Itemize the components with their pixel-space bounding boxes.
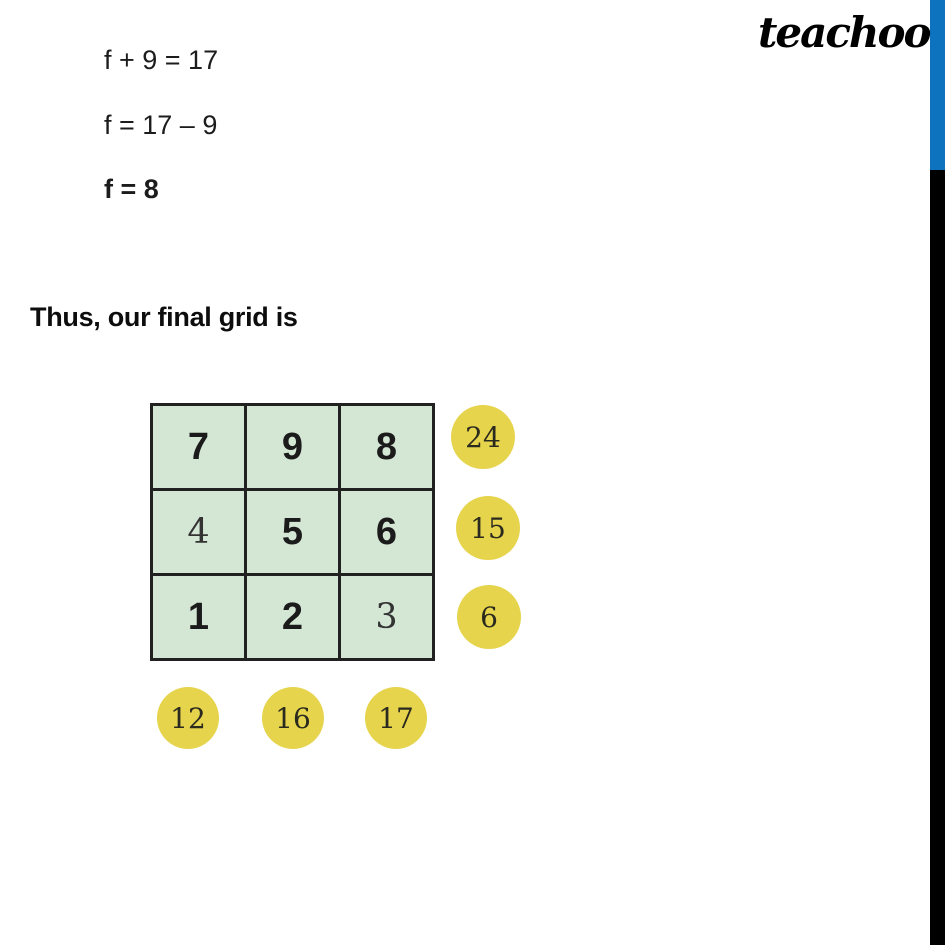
grid-cell-1-1: 5 bbox=[247, 491, 338, 573]
row-sum-circle-3: 6 bbox=[457, 585, 521, 649]
final-grid-heading: Thus, our final grid is bbox=[30, 302, 298, 332]
grid-cell-0-2: 8 bbox=[341, 406, 432, 488]
column-sum-circle-1: 12 bbox=[157, 687, 219, 749]
grid-cell-1-0: 4 bbox=[153, 491, 244, 573]
grid-cell-0-1: 9 bbox=[247, 406, 338, 488]
grid-cell-2-1: 2 bbox=[247, 576, 338, 658]
grid-cell-0-0: 7 bbox=[153, 406, 244, 488]
equation-line-3: f = 8 bbox=[104, 174, 159, 204]
row-sum-circle-2: 15 bbox=[456, 496, 520, 560]
grid-cell-2-2: 3 bbox=[341, 576, 432, 658]
right-accent-bar-blue bbox=[930, 0, 945, 170]
number-grid bbox=[150, 403, 435, 661]
grid-cell-1-2: 6 bbox=[341, 491, 432, 573]
equation-line-1: f + 9 = 17 bbox=[104, 45, 219, 75]
grid-cell-2-0: 1 bbox=[153, 576, 244, 658]
teachoo-logo: teachoo bbox=[758, 8, 930, 57]
right-accent-bar-black bbox=[930, 170, 945, 945]
equation-line-2: f = 17 – 9 bbox=[104, 110, 218, 140]
column-sum-circle-2: 16 bbox=[262, 687, 324, 749]
row-sum-circle-1: 24 bbox=[451, 405, 515, 469]
column-sum-circle-3: 17 bbox=[365, 687, 427, 749]
